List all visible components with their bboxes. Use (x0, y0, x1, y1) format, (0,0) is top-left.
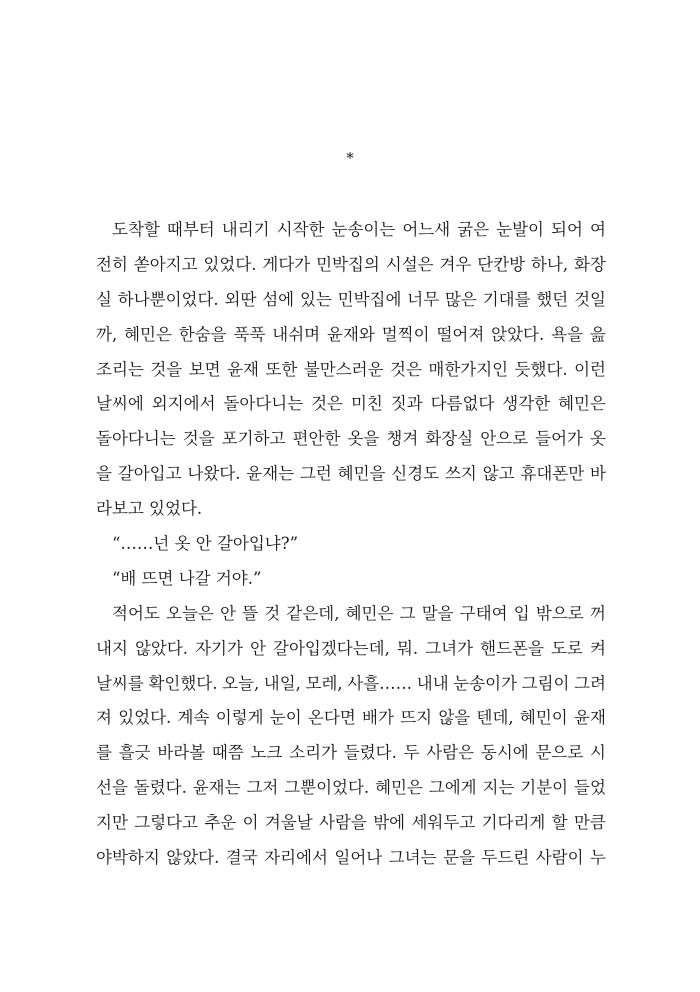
word: 뜨지 (400, 708, 433, 728)
word: 그저 (246, 778, 279, 798)
word: 혜민은 (124, 324, 172, 344)
word: 갈아입겠다는데, (273, 638, 390, 658)
word: 이 (242, 813, 259, 833)
word: 동시에 (480, 743, 529, 763)
word: 그녀가 (425, 638, 474, 658)
word: 노크 (250, 743, 283, 763)
word: 보면 (188, 359, 221, 379)
word: 내지 (96, 638, 128, 658)
word: 민박집의 (316, 254, 380, 274)
word: 섬에 (262, 289, 295, 309)
word: 안으로 (480, 429, 529, 449)
word: 이렇게 (215, 708, 264, 728)
text-line (96, 422, 606, 457)
word: 결국 (225, 848, 258, 868)
word: 시 (590, 743, 606, 763)
word: 있는 (299, 289, 332, 309)
word: 문을 (443, 848, 475, 868)
word: 지만 (96, 813, 128, 833)
word: 바 (589, 464, 606, 484)
word: 겨울날 (264, 813, 313, 833)
word: 오늘, (222, 673, 260, 693)
word: 구태여 (459, 603, 508, 623)
word: 너무 (407, 289, 440, 309)
word: 배가 (362, 708, 394, 728)
word: 눈이 (269, 708, 302, 728)
text-line (96, 318, 606, 353)
word: 때쯤 (211, 743, 244, 763)
word: 날씨를 (96, 673, 144, 693)
word: 그 (399, 603, 416, 623)
text-line: “……넌 옷 안 갈아입냐?” (112, 534, 299, 554)
word: 도로 (550, 638, 583, 658)
word: 사람은 (426, 743, 475, 763)
word: 조리는 (96, 359, 144, 379)
word: 눈송이는 (331, 220, 396, 239)
text-line (96, 283, 606, 318)
word: 추운 (204, 813, 237, 833)
word: 텐데, (476, 708, 514, 728)
word: 욕을 (551, 324, 584, 344)
word: 않았다. (166, 848, 220, 868)
word: 그림이 (521, 673, 570, 693)
word: 밖으로 (535, 603, 584, 623)
word: 있었다. (203, 254, 257, 274)
word: 문으로 (535, 743, 584, 763)
word: 꺼 (589, 603, 606, 623)
word: 그녀는 (388, 848, 437, 868)
word: 혜민은 (558, 394, 606, 414)
word: 옷 (590, 429, 606, 449)
word: 많은 (444, 289, 477, 309)
word: 까, (96, 324, 118, 344)
word: 눈발이 (496, 220, 544, 239)
word: 날씨에 (96, 394, 144, 414)
word: 하나, (530, 254, 569, 274)
word: 두 (403, 743, 420, 763)
word: 들렸다. (343, 743, 397, 763)
word: 윤재는 (192, 778, 241, 798)
word: 실 (96, 289, 112, 309)
word: 뭐. (396, 638, 419, 658)
word: 내쉬며 (272, 324, 321, 344)
text-line (96, 736, 606, 771)
word: 혜민은 (345, 603, 394, 623)
word: 멀찍이 (381, 324, 430, 344)
word: 를 (96, 743, 112, 763)
word: 핸드폰을 (480, 638, 544, 658)
word: 켜 (589, 638, 606, 658)
word: 눈송이가 (453, 673, 518, 693)
word: 앉았다. (491, 324, 545, 344)
word: 전히 (96, 254, 128, 274)
word: 것을 (150, 359, 183, 379)
word: 말을 (421, 603, 454, 623)
word: 또한 (265, 359, 298, 379)
word: 짓과 (390, 394, 423, 414)
word: 사람을 (319, 813, 367, 833)
word: 읊 (589, 324, 606, 344)
text-line (96, 632, 606, 667)
word: 윤재는 (246, 464, 295, 484)
word: 그에게 (428, 778, 477, 798)
word: 챙겨 (386, 429, 419, 449)
word: 소리가 (289, 743, 338, 763)
word: 만큼 (573, 813, 606, 833)
word: 겨우 (439, 254, 472, 274)
word: 편안한 (292, 429, 341, 449)
text-line (96, 248, 606, 283)
word: 밖에 (373, 813, 406, 833)
word: 외딴 (224, 289, 257, 309)
word: 같은데, (286, 603, 340, 623)
word: 도착할 (112, 220, 160, 239)
word: 것은 (311, 394, 343, 414)
word: 이런 (574, 359, 606, 379)
word: 사람이 (535, 848, 584, 868)
text-line (96, 701, 606, 736)
word: 것일 (574, 289, 606, 309)
text-line (96, 353, 606, 388)
word: 것은 (390, 359, 422, 379)
text-line: 라보고 있었다. (96, 499, 203, 519)
word: 화장 (574, 254, 606, 274)
word: 그뿐이었다. (284, 778, 370, 798)
word: 떨어져 (436, 324, 485, 344)
word: 나왔다. (187, 464, 241, 484)
word: 윤재와 (327, 324, 375, 344)
text-line (96, 806, 606, 841)
word: 단칸방 (477, 254, 526, 274)
text-line (96, 667, 606, 702)
word: 기대를 (482, 289, 531, 309)
word: 한숨을 (178, 324, 227, 344)
word: 포기하고 (221, 429, 286, 449)
text-line (96, 213, 606, 248)
word: 갈아입고 (117, 464, 182, 484)
word: 화장실 (425, 429, 474, 449)
word: 자기가 (195, 638, 243, 658)
word: 불만스러운 (303, 359, 384, 379)
word: 계속 (177, 708, 210, 728)
word: 굵은 (457, 220, 490, 239)
word: 내리기 (221, 220, 270, 239)
word: 다름없다 (430, 394, 495, 414)
word: 신경도 (391, 464, 440, 484)
word: 쏟아지고 (133, 254, 198, 274)
word: 혜민은 (375, 778, 423, 798)
word: 일어나 (334, 848, 383, 868)
word: 확인했다. (148, 673, 218, 693)
word: 듯했다. (514, 359, 568, 379)
word: 하나뿐이었다. (117, 289, 219, 309)
word: 그려 (574, 673, 606, 693)
word: 입 (513, 603, 530, 623)
word: 할 (551, 813, 568, 833)
word: 윤재 (574, 708, 606, 728)
word: 두드린 (481, 848, 530, 868)
word: 그런 (299, 464, 332, 484)
word: 혜민을 (337, 464, 386, 484)
text-line (96, 771, 606, 806)
word: 있었다. (118, 708, 172, 728)
word: 게다가 (262, 254, 311, 274)
word: 지는 (482, 778, 515, 798)
text-line (96, 841, 606, 876)
word: 되어 (551, 220, 583, 239)
word: 않고 (482, 464, 515, 484)
body-text (96, 213, 606, 876)
word: 안 (220, 603, 236, 623)
word: 오늘은 (166, 603, 214, 623)
word: 생각한 (502, 394, 551, 414)
text-line: “배 뜨면 나갈 거야.” (112, 568, 262, 588)
word: 내일, (263, 673, 301, 693)
word: 푹푹 (233, 324, 266, 344)
word: 어느새 (402, 220, 451, 239)
word: 시작한 (276, 220, 325, 239)
word: 돌렸다. (133, 778, 187, 798)
word: 자리에서 (264, 848, 328, 868)
word: 돌아다니는 (96, 429, 176, 449)
word: 때부터 (166, 220, 215, 239)
word: 을 (96, 464, 112, 484)
word: 흘긋 (118, 743, 151, 763)
word: 옷을 (347, 429, 380, 449)
word: 기다리게 (481, 813, 546, 833)
word: 시설은 (385, 254, 434, 274)
word: 야박하지 (96, 848, 160, 868)
word: 민박집에 (337, 289, 402, 309)
word: 뜰 (242, 603, 259, 623)
word: 모레, (305, 673, 343, 693)
word: 누 (590, 848, 606, 868)
word: 혜민이 (519, 708, 568, 728)
word: 내내 (416, 673, 449, 693)
word: 들어가 (535, 429, 583, 449)
word: 미친 (350, 394, 383, 414)
word: 했던 (536, 289, 569, 309)
text-line (96, 387, 606, 422)
word: 안 (250, 638, 266, 658)
word: 여 (589, 220, 606, 239)
word: 온다면 (307, 708, 356, 728)
text-line (96, 597, 606, 632)
word: 휴대폰만 (520, 464, 585, 484)
section-separator: * (346, 149, 354, 167)
word: 외지에서 (151, 394, 216, 414)
word: 그렇다고 (134, 813, 198, 833)
word: 쓰지 (444, 464, 477, 484)
word: 세워두고 (411, 813, 476, 833)
word: 매한가지인 (428, 359, 509, 379)
word: 적어도 (112, 603, 160, 623)
word: 들었 (574, 778, 606, 798)
word: 것 (264, 603, 281, 623)
word: 사흘…… (347, 673, 413, 693)
word: 않을 (438, 708, 471, 728)
text-line (96, 457, 606, 492)
word: 돌아다니는 (223, 394, 304, 414)
word: 바라볼 (157, 743, 206, 763)
word: 윤재 (227, 359, 259, 379)
word: 져 (96, 708, 112, 728)
word: 않았다. (134, 638, 189, 658)
word: 기분이 (520, 778, 569, 798)
word: 것을 (182, 429, 215, 449)
word: 선을 (96, 778, 128, 798)
